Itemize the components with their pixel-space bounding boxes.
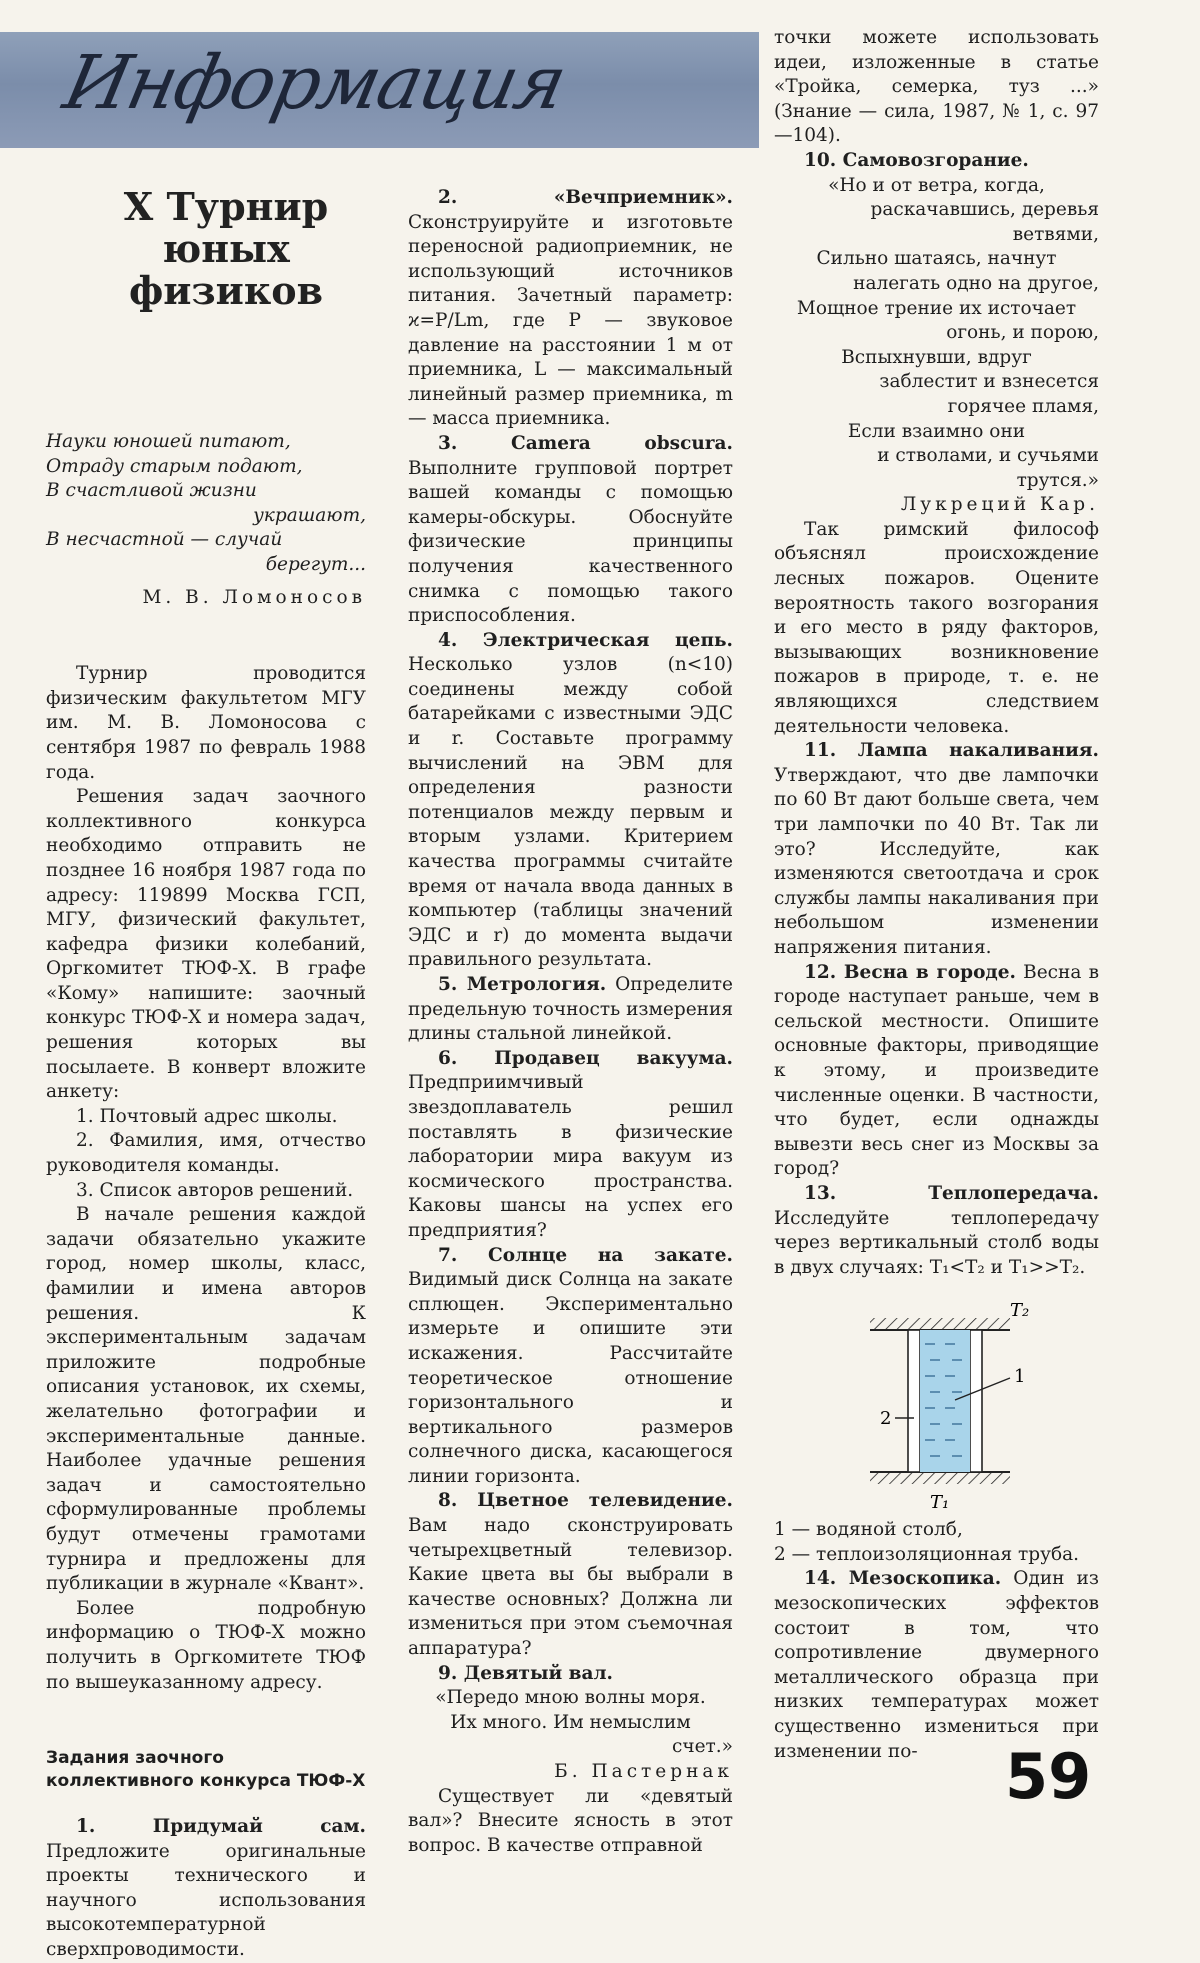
task-text: Весна в городе наступает раньше, чем в сельской местности. Опишите основные факторы, приводящие к этому, и произведите численные оценки. В частности, что будет, если однажды вывезти весь снег из Москвы за город? [774, 961, 1099, 1180]
poem-line: раскачавшись, деревья [870, 199, 1099, 221]
task-heading: 9. Девятый вал. [438, 1662, 613, 1684]
page-number: 59 [1005, 1740, 1092, 1813]
task-text: Исследуйте теплопередачу через вертикальный столб воды в двух случаях: T₁<T₂ и T₁>>T₂. [774, 1207, 1099, 1278]
list-item: 1. Почтовый адрес школы. [76, 1105, 338, 1127]
task-text: Предприимчивый звездоплаватель решил поставлять в физические лаборатории мира вакуум из космического пространства. Каковы шансы на успех его предприятия? [408, 1072, 733, 1241]
paragraph: Турнир проводится физическим факультетом МГУ им. М. В. Ломоносова с сентября 1987 по февраль 1988 года. [46, 663, 366, 783]
task-8 [408, 1489, 733, 1661]
poem-line: трутся.» [1016, 469, 1099, 491]
task-12 [774, 961, 1099, 1182]
paragraph: Решения задач заочного коллективного конкурса необходимо отправить не позднее 16 ноября 1987 года по адресу: 119899 Москва ГСП, МГУ, физический факультет, кафедра физики колебаний, Оргкомитет ТЮФ-Х. В графе «Кому» напишите: заочный конкурс ТЮФ-Х и номера задач, решения которых вы посылаете. В конверт вложите анкету: [46, 786, 366, 1103]
task-heading: 8. Цветное телевидение. [438, 1490, 733, 1512]
task-heading: 2. «Вечприемник». [438, 187, 733, 208]
task-10-heading [774, 149, 1099, 174]
epigraph-author: М. В. Ломоносов [142, 586, 366, 608]
poem-line: Сильно шатаясь, начнут [816, 248, 1057, 270]
list-item: 2. Фамилия, имя, отчество руководителя команды. [46, 1130, 366, 1177]
water-column [920, 1330, 970, 1472]
poem-line: налегать одно на другое, [853, 272, 1099, 294]
top-plate [870, 1318, 1010, 1330]
task-heading: 12. Весна в городе. [804, 961, 1016, 983]
task-heading: 6. Продавец вакуума. [438, 1047, 733, 1069]
task-heading: 14. Мезоскопика. [804, 1568, 1002, 1590]
task-3 [408, 432, 733, 629]
banner-title: Информация [56, 40, 573, 126]
figure-caption: 1 — водяной столб, [774, 1519, 963, 1541]
epigraph-line: В несчастной — случай [46, 529, 283, 551]
poem [408, 1686, 733, 1760]
task-text: Выполните групповой портрет вашей команды с помощью камеры-обскуры. Обоснуйте физические принципы получения качественного снимка с помощью такого приспособления. [408, 457, 733, 627]
water-column-figure [790, 1300, 1080, 1510]
task-text: Вам надо сконструировать четырехцветный телевизор. Какие цвета вы бы выбрали в качестве основных? Должна ли измениться при этом съемочная аппаратура? [408, 1515, 733, 1660]
label-t2: T₂ [1010, 1300, 1030, 1321]
poem-line: счет.» [672, 1736, 733, 1758]
task-14 [774, 1567, 1099, 1764]
task-text: Сконструируйте и изготовьте переносной радиоприемник, не использующий источников питания. Зачетный параметр: ϰ=P/Lm, где P — звуковое давление на расстоянии 1 м от приемника, L — максимальный линейный размер приемника, m — масса приемника. [408, 211, 733, 430]
task-text: Видимый диск Солнца на закате сплющен. Экспериментально измерьте и опишите эти искажения. Рассчитайте теоретическое отношение горизонтального и вертикального размеров солнечного диска, касающегося линии горизонта. [408, 1269, 733, 1487]
epigraph-line: В счастливой жизни [46, 480, 257, 502]
poem [774, 174, 1099, 494]
poem-line: и стволами, и сучьями [877, 445, 1099, 467]
label-1: 1 [1014, 1366, 1026, 1387]
poem-author: Б. Пастернак [554, 1761, 733, 1782]
task-heading: 10. Самовозгорание. [804, 149, 1029, 171]
poem-line: Вспыхнувши, вдруг [841, 346, 1032, 368]
figure-caption: 2 — теплоизоляционная труба. [774, 1543, 1080, 1565]
task-text: Утверждают, что две лампочки по 60 Вт дают больше света, чем три лампочки по 40 Вт. Так ли это? Исследуйте, как изменяются светоотдача и срок службы лампы накаливания при небольшом изменении напряжения питания. [774, 764, 1099, 958]
poem-line: заблестит и взнесется [879, 371, 1099, 393]
task-1 [46, 1815, 366, 1963]
task-text: Один из мезоскопических эффектов состоит в том, что сопротивление двумерного металлического образца при низких температурах может существенно измениться при изменении по- [774, 1568, 1099, 1762]
label-t1: T₁ [930, 1492, 950, 1510]
task-heading: 4. Электрическая цепь. [438, 629, 733, 651]
poem-line: Мощное трение их источает [796, 297, 1077, 319]
task-9-heading [408, 1662, 733, 1687]
column-2 [408, 186, 733, 1858]
poem-line: «Но и от ветра, когда, [828, 174, 1045, 196]
poem-line: горячее пламя, [947, 395, 1099, 417]
list-item: 3. Список авторов решений. [76, 1179, 354, 1201]
column-1 [46, 186, 366, 1963]
epigraph-line: берегут... [265, 553, 366, 575]
task-heading: 13. Теплопередача. [804, 1182, 1099, 1204]
article-title: X Турнир юных физиков [123, 184, 329, 313]
task-text: Предложите оригинальные проекты технического и научного использования высокотемпературной сверхпроводимости. [46, 1840, 366, 1961]
task-text: Определите предельную точность измерения длины стальной линейкой. [408, 974, 733, 1045]
task-heading: 1. Придумай сам. [76, 1816, 366, 1838]
poem-line: ветвями, [1012, 223, 1099, 245]
task-text: точки можете использовать идеи, изложенные в статье «Тройка, семерка, туз ...» (Знание — сила, 1987, № 1, с. 97—104). [774, 27, 1099, 147]
task-text: Несколько узлов (n<10) соединены между собой батарейками с известными ЭДС и r. Составьте программу вычислений на ЭВМ для определения разности потенциалов между первым и вторым узлами. Критерием качества программы считайте время от начала ввода данных в компьютер (таблицы значений ЭДС и r) до момента выдачи правильного результата. [408, 654, 733, 971]
task-7 [408, 1244, 733, 1490]
section-heading: Задания заочного коллективного конкурса ТЮФ-Х [46, 1748, 366, 1792]
task-13 [774, 1182, 1099, 1280]
paragraph: В начале решения каждой задачи обязательно укажите город, номер школы, класс, фамилии и имена авторов решения. К экспериментальным задачам приложите подробные описания установок, их схемы, желательно фотографии и экспериментальные данные. Наиболее удачные решения задач и самостоятельно сформулированные проблемы будут отмечены грамотами турнира и предложены для публикации в журнале «Квант». [46, 1204, 366, 1595]
task-6 [408, 1047, 733, 1244]
poem-line: огонь, и порою, [946, 322, 1099, 344]
epigraph-line: Науки юношей питают, [46, 431, 291, 452]
epigraph-line: украшают, [253, 504, 366, 526]
tube-wall-right [970, 1330, 982, 1472]
task-5 [408, 973, 733, 1047]
task-4 [408, 629, 733, 973]
section-banner [0, 32, 759, 148]
task-text: Существует ли «девятый вал»? Внесите ясность в этот вопрос. В качестве отправной [408, 1785, 733, 1856]
task-text: Так римский философ объяснял происхождение лесных пожаров. Оцените вероятность такого возгорания и его место в ряду факторов, вызывающих возникновение пожаров в природе, т. е. не являющихся следствием деятельности человека. [774, 518, 1099, 737]
task-11 [774, 739, 1099, 960]
task-2 [408, 186, 733, 432]
label-2: 2 [880, 1408, 892, 1429]
poem-author: Лукреций Кар. [900, 494, 1099, 516]
task-heading: 11. Лампа накаливания. [804, 740, 1099, 762]
task-heading: 5. Метрология. [438, 974, 607, 995]
epigraph [46, 430, 366, 578]
poem-line: Их много. Им немыслим [450, 1711, 691, 1733]
tube-wall-left [908, 1330, 920, 1472]
paragraph: Более подробную информацию о ТЮФ-Х можно получить в Оргкомитете ТЮФ по вышеуказанному адресу. [46, 1597, 366, 1693]
task-heading: 3. Camera obscura. [438, 432, 733, 454]
poem-line: Если взаимно они [847, 420, 1026, 442]
bottom-plate [870, 1472, 1010, 1484]
task-heading: 7. Солнце на закате. [438, 1244, 733, 1266]
epigraph-line: Отраду старым подают, [46, 455, 303, 477]
poem-line: «Передо мною волны моря. [435, 1687, 706, 1709]
